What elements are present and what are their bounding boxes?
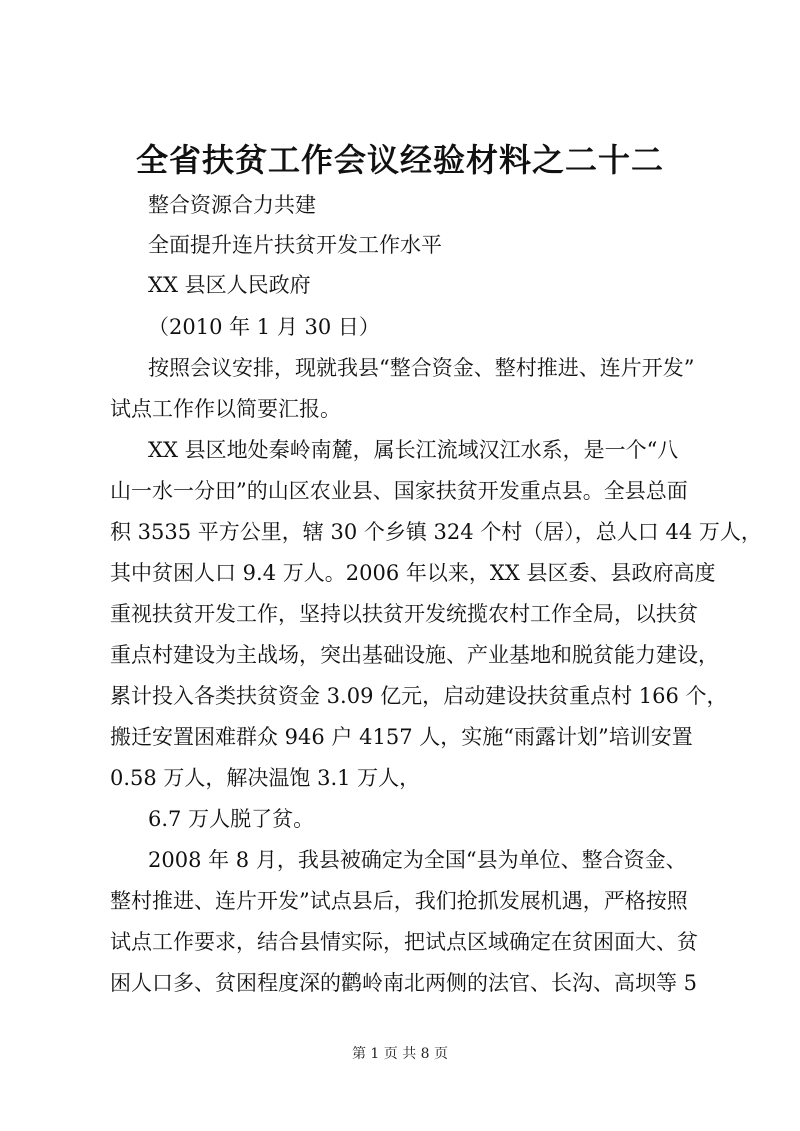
body-line: 按照会议安排，现就我县“整合资金、整村推进、连片开发” [148, 356, 695, 380]
body-line: 试点工作要求，结合县情实际，把试点区域确定在贫困面大、贫 [110, 930, 698, 954]
body-line: 困人口多、贫困程度深的鹳岭南北两侧的法官、长沟、高坝等 5 [110, 971, 698, 995]
date-line: （2010 年 1 月 30 日） [148, 315, 380, 339]
body-line: XX 县区地处秦岭南麓，属长江流域汉江水系，是一个“八 [148, 438, 679, 462]
body-line: 6.7 万人脱了贫。 [148, 807, 315, 831]
page-footer: 第 1 页 共 8 页 [351, 1046, 449, 1062]
body-line: 山一水一分田”的山区农业县、国家扶贫开发重点县。全县总面 [110, 479, 688, 503]
body-line: 2008 年 8 月，我县被确定为全国“县为单位、整合资金、 [148, 848, 687, 872]
body-line: 重点村建设为主战场，突出基础设施、产业基地和脱贫能力建设， [110, 643, 719, 667]
body-line: 重视扶贫开发工作，坚持以扶贫开发统揽农村工作全局，以扶贫 [110, 602, 698, 626]
subtitle-line-1: 整合资源合力共建 [148, 193, 316, 217]
body-line: 试点工作作以简要汇报。 [110, 397, 341, 421]
body-line: 累计投入各类扶贫资金 3.09 亿元，启动建设扶贫重点村 166 个， [110, 684, 728, 708]
author-line: XX 县区人民政府 [148, 273, 311, 297]
document-title: 全省扶贫工作会议经验材料之二十二 [135, 141, 664, 179]
body-line: 积 3535 平方公里，辖 30 个乡镇 324 个村（居），总人口 44 万人， [110, 520, 762, 544]
body-line: 搬迁安置困难群众 946 户 4157 人，实施“雨露计划”培训安置 [110, 725, 693, 749]
body-line: 其中贫困人口 9.4 万人。2006 年以来，XX 县区委、县政府高度 [110, 561, 716, 585]
body-line: 整村推进、连片开发”试点县后，我们抢抓发展机遇，严格按照 [110, 889, 688, 913]
subtitle-line-2: 全面提升连片扶贫开发工作水平 [148, 233, 442, 257]
body-line: 0.58 万人，解决温饱 3.1 万人， [110, 766, 421, 790]
